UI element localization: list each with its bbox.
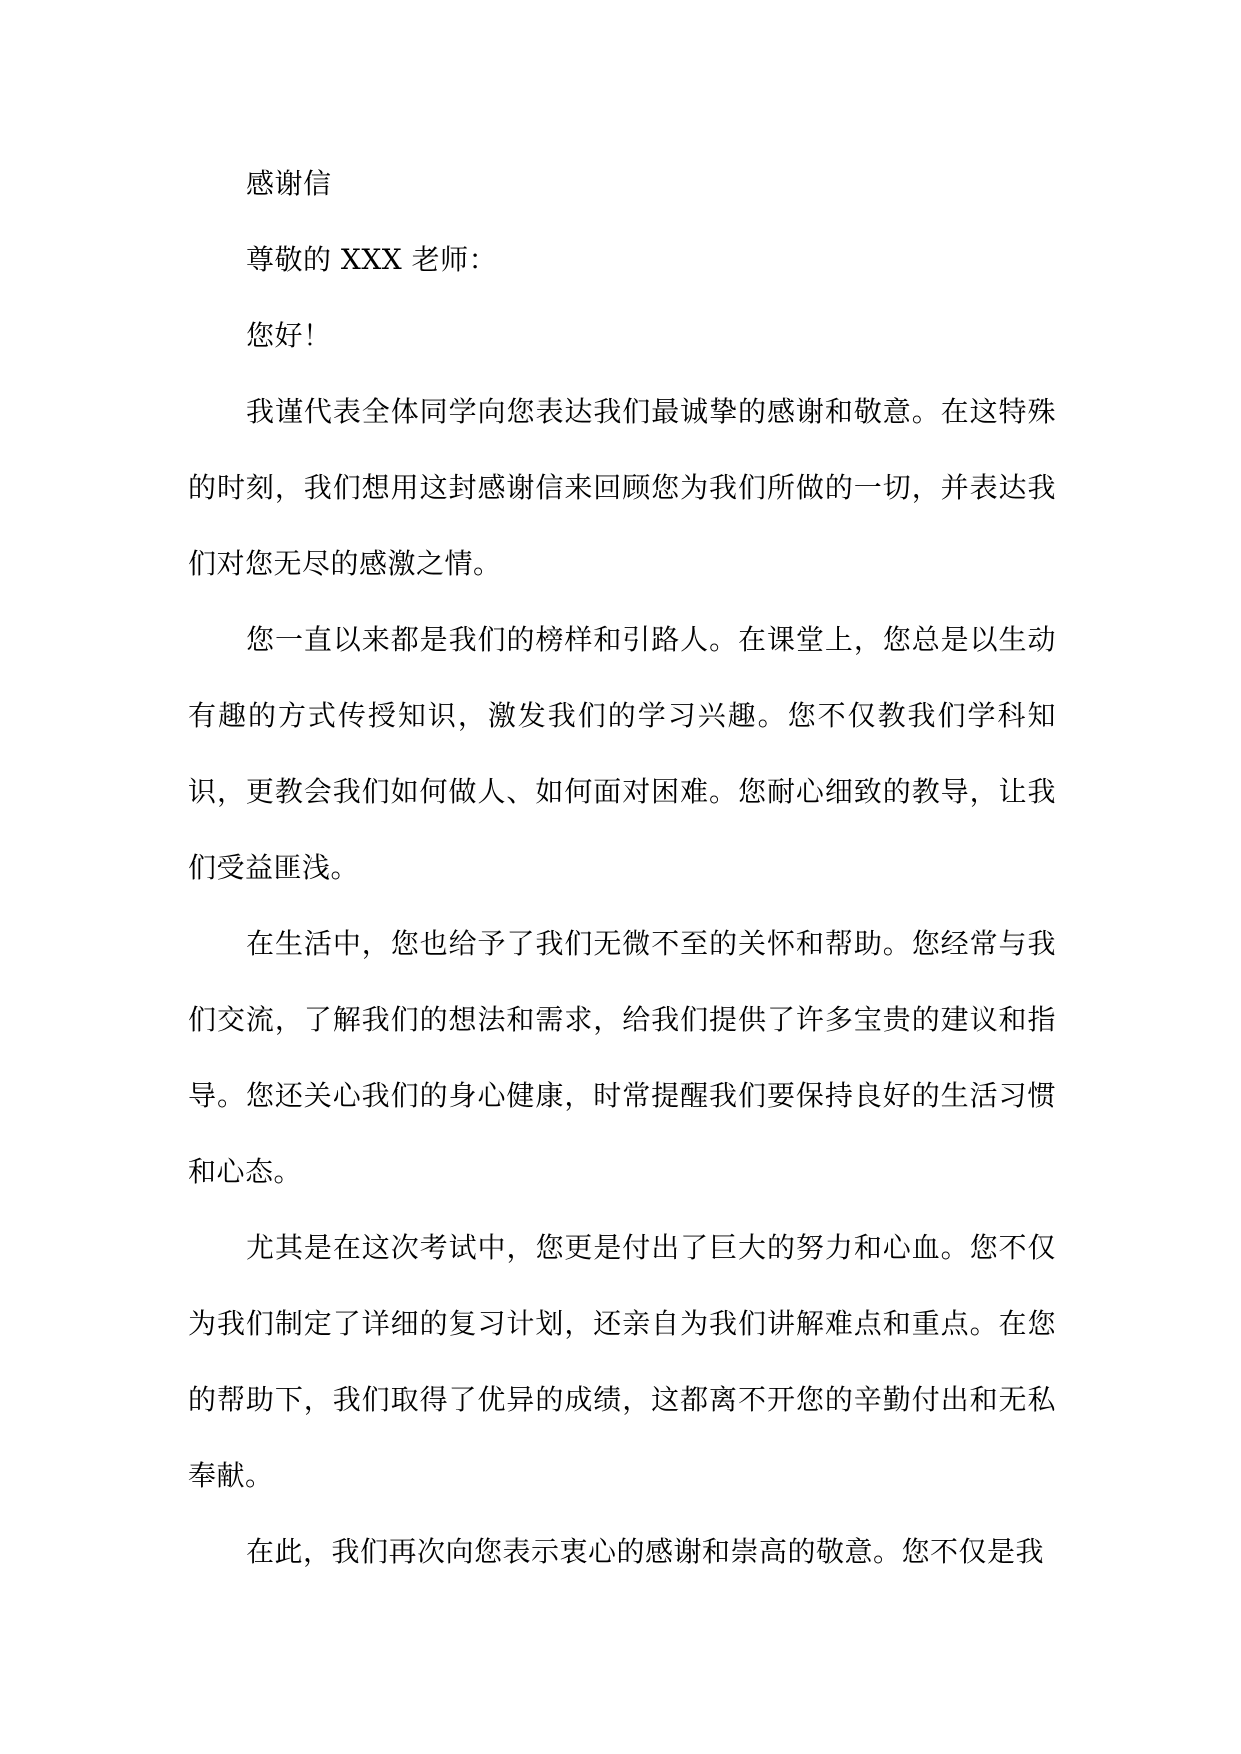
paragraph-1: 我谨代表全体同学向您表达我们最诚挚的感谢和敬意。在这特殊的时刻，我们想用这封感谢信来回顾您为我们所做的一切，并表达我们对您无尽的感激之情。	[188, 395, 1056, 580]
paragraph-2: 您一直以来都是我们的榜样和引路人。在课堂上，您总是以生动有趣的方式传授知识，激发我们的学习兴趣。您不仅教我们学科知识，更教会我们如何做人、如何面对困难。您耐心细致的教导，让我们受益匪浅。	[188, 623, 1056, 884]
paragraph-4: 尤其是在这次考试中，您更是付出了巨大的努力和心血。您不仅为我们制定了详细的复习计划，还亲自为我们讲解难点和重点。在您的帮助下，我们取得了优异的成绩，这都离不开您的辛勤付出和无私奉献。	[188, 1231, 1056, 1492]
letter-greeting: 您好！	[246, 319, 332, 352]
letter-salutation: 尊敬的 XXX 老师：	[246, 243, 498, 276]
paragraph-5: 在此，我们再次向您表示衷心的感谢和崇高的敬意。您不仅是我	[246, 1535, 1045, 1568]
paragraph-3: 在生活中，您也给予了我们无微不至的关怀和帮助。您经常与我们交流，了解我们的想法和需求，给我们提供了许多宝贵的建议和指导。您还关心我们的身心健康，时常提醒我们要保持良好的生活习惯和心态。	[188, 927, 1056, 1188]
letter-title: 感谢信	[246, 167, 332, 200]
letter-body	[188, 146, 1056, 1590]
